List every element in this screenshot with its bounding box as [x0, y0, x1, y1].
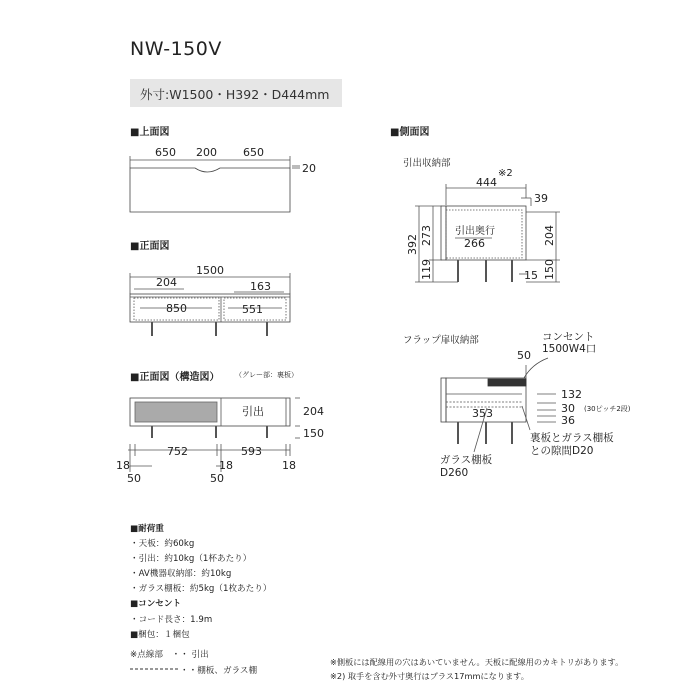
structure-dim-150: 150	[303, 427, 324, 440]
front-dim-551: 551	[242, 303, 263, 316]
top-view-heading: ■上面図	[130, 127, 170, 138]
structure-view-heading: ■正面図（構造図）	[130, 372, 220, 383]
front-dim-204: 204	[156, 276, 177, 289]
drawer-depth-label: 引出奥行	[455, 226, 495, 237]
legend-dashed: ・・棚板、ガラス棚	[180, 666, 258, 676]
structure-dim-18-a: 18	[116, 459, 130, 472]
package-info: ■梱包：１梱包	[130, 630, 190, 640]
side-dim-150: 150	[543, 259, 556, 280]
shelf-dim-353: 353	[472, 407, 493, 420]
front-total-1500: 1500	[196, 264, 224, 277]
structure-offset-50-a: 50	[127, 472, 141, 485]
side-dim-444: 444	[476, 176, 497, 189]
gray-note: （グレー部：裏板）	[235, 371, 298, 379]
top-dim-650-left: 650	[155, 146, 176, 159]
outlet-spec: 1500W4口	[542, 343, 597, 355]
pitch-note: (30ピッチ2段)	[584, 405, 631, 413]
side-dim-273: 273	[420, 225, 433, 246]
load-heading: ■耐荷重	[130, 524, 164, 534]
side-dim-119: 119	[420, 259, 433, 280]
footnote-1: ※側板には配線用の穴はあいていません。天板に配線用のカキトリがあります。	[330, 657, 624, 667]
front-view-heading: ■正面図	[130, 241, 170, 252]
outlet-item: ・コード長さ：1.9m	[130, 615, 213, 625]
glass-shelf-label: ガラス棚板	[440, 454, 493, 466]
structure-dim-752: 752	[167, 445, 188, 458]
side-view-heading: ■側面図	[390, 127, 430, 138]
side-dim-15: 15	[524, 269, 538, 282]
legend-dotted: ※点線部 ・・ 引出	[130, 650, 209, 660]
front-dim-850: 850	[166, 302, 187, 315]
side-dim-39: 39	[534, 192, 548, 205]
drawer-label: 引出	[242, 405, 264, 418]
drawer-section-label: 引出収納部	[403, 158, 451, 169]
top-view-outline	[130, 168, 290, 212]
flap-section-label: フラップ扉収納部	[403, 335, 479, 346]
top-dim-200: 200	[196, 146, 217, 159]
back-panel-gap-label: 裏板とガラス棚板	[530, 432, 614, 444]
structure-offset-50-b: 50	[210, 472, 224, 485]
outlet-label: コンセント	[542, 331, 595, 343]
footnote-mark: ※2	[498, 168, 513, 179]
drawer-depth-266: 266	[464, 237, 485, 250]
load-item: ・AV機器収納部：約10kg	[130, 569, 232, 579]
model-title: NW-150V	[130, 38, 222, 60]
side-dim-392: 392	[406, 234, 419, 255]
load-item: ・ガラス棚板：約5kg（1枚あたり）	[130, 584, 272, 594]
outlet-strip	[488, 379, 526, 386]
back-panel-gray	[135, 402, 217, 422]
load-item: ・天板：約60kg	[130, 539, 195, 549]
load-item: ・引出：約10kg（1杯あたり）	[130, 554, 252, 564]
flap-dim-132: 132	[561, 388, 582, 401]
dimensions-text: 外寸:W1500・H392・D444mm	[140, 87, 330, 102]
top-dim-20: 20	[302, 162, 316, 175]
flap-dim-30: 30	[561, 402, 575, 415]
outlet-heading: ■コンセント	[130, 599, 182, 609]
structure-dim-18-b: 18	[219, 459, 233, 472]
structure-dim-204: 204	[303, 405, 324, 418]
flap-dim-50: 50	[517, 349, 531, 362]
structure-dim-18-c: 18	[282, 459, 296, 472]
top-dim-650-right: 650	[243, 146, 264, 159]
footnote-2: ※2) 取手を含む外寸奥行はプラス17mmになります。	[330, 671, 529, 681]
side-dim-204: 204	[543, 225, 556, 246]
structure-dim-593: 593	[241, 445, 262, 458]
flap-dim-36: 36	[561, 414, 575, 427]
glass-shelf-depth: D260	[440, 467, 469, 479]
front-dim-163: 163	[250, 280, 271, 293]
back-panel-gap-label-2: との隙間D20	[530, 445, 594, 457]
